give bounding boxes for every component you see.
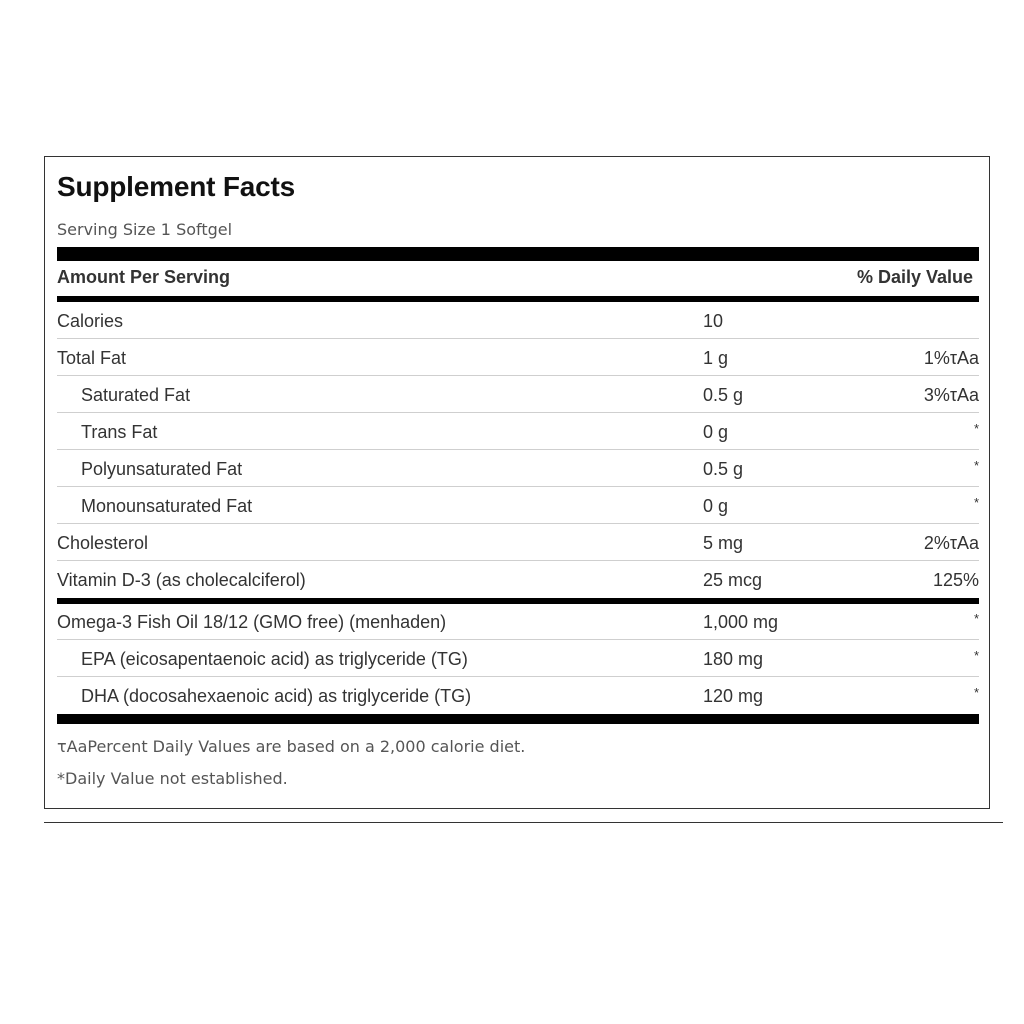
table-row: [57, 413, 979, 450]
nutrient-amount: 10: [703, 311, 724, 331]
nutrient-amount: 0 g: [703, 496, 729, 516]
nutrient-name: Polyunsaturated Fat: [81, 459, 243, 479]
ingredient-daily-value: *: [973, 648, 979, 663]
nutrient-name: Total Fat: [57, 348, 127, 368]
divider-thick-bottom: [57, 714, 979, 724]
ingredient-daily-value: *: [973, 611, 979, 626]
table-row: [57, 524, 979, 561]
panel-title: Supplement Facts: [57, 171, 295, 202]
table-row: [57, 376, 979, 413]
serving-size: Serving Size 1 Softgel: [57, 220, 233, 239]
nutrient-amount: 5 mg: [703, 533, 744, 553]
nutrient-name: Cholesterol: [57, 533, 149, 553]
amount-per-serving-label: Amount Per Serving: [57, 267, 231, 287]
nutrient-amount: 0.5 g: [703, 385, 744, 405]
footnote-not-established: *Daily Value not established.: [57, 769, 288, 788]
nutrient-daily-value: 125%: [932, 570, 979, 590]
ingredient-daily-value: *: [973, 685, 979, 700]
table-row: [57, 450, 979, 487]
nutrient-name: Calories: [57, 311, 124, 331]
daily-value-label: % Daily Value: [856, 267, 973, 287]
footnote-daily-values: τAaPercent Daily Values are based on a 2,000 calorie diet.: [57, 737, 526, 756]
ingredient-name: DHA (docosahexaenoic acid) as triglyceride (TG): [81, 686, 472, 706]
table-row: [57, 561, 979, 598]
supplement-facts-panel: [44, 156, 990, 809]
nutrient-name: Trans Fat: [81, 422, 158, 442]
ingredient-name: Omega-3 Fish Oil 18/12 (GMO free) (menhaden): [57, 612, 447, 632]
nutrient-daily-value: 1%τAa: [923, 348, 979, 368]
table-row: [57, 487, 979, 524]
nutrient-daily-value: *: [973, 421, 979, 436]
divider-thick-top: [57, 247, 979, 261]
table-row: [57, 302, 979, 339]
ingredient-name: EPA (eicosapentaenoic acid) as triglyceride (TG): [81, 649, 468, 669]
ingredient-amount: 180 mg: [703, 649, 764, 669]
table-row: [57, 339, 979, 376]
nutrient-daily-value: *: [973, 458, 979, 473]
nutrient-daily-value: 3%τAa: [923, 385, 979, 405]
nutrient-amount: 1 g: [703, 348, 729, 368]
nutrient-amount: 0.5 g: [703, 459, 744, 479]
nutrient-daily-value: 2%τAa: [923, 533, 979, 553]
nutrient-amount: 0 g: [703, 422, 729, 442]
table-row: [57, 603, 979, 640]
table-header: [57, 267, 979, 293]
nutrient-name: Monounsaturated Fat: [81, 496, 253, 516]
nutrient-name: Vitamin D-3 (as cholecalciferol): [57, 570, 306, 590]
nutrient-daily-value: *: [973, 495, 979, 510]
ingredient-table: [57, 603, 979, 714]
table-row: [57, 677, 979, 714]
nutrient-amount: 25 mcg: [703, 570, 763, 590]
ingredient-amount: 120 mg: [703, 686, 764, 706]
bottom-rule: [44, 822, 1003, 823]
table-row: [57, 640, 979, 677]
nutrient-name: Saturated Fat: [81, 385, 191, 405]
nutrient-table: [57, 302, 979, 598]
ingredient-amount: 1,000 mg: [703, 612, 779, 632]
